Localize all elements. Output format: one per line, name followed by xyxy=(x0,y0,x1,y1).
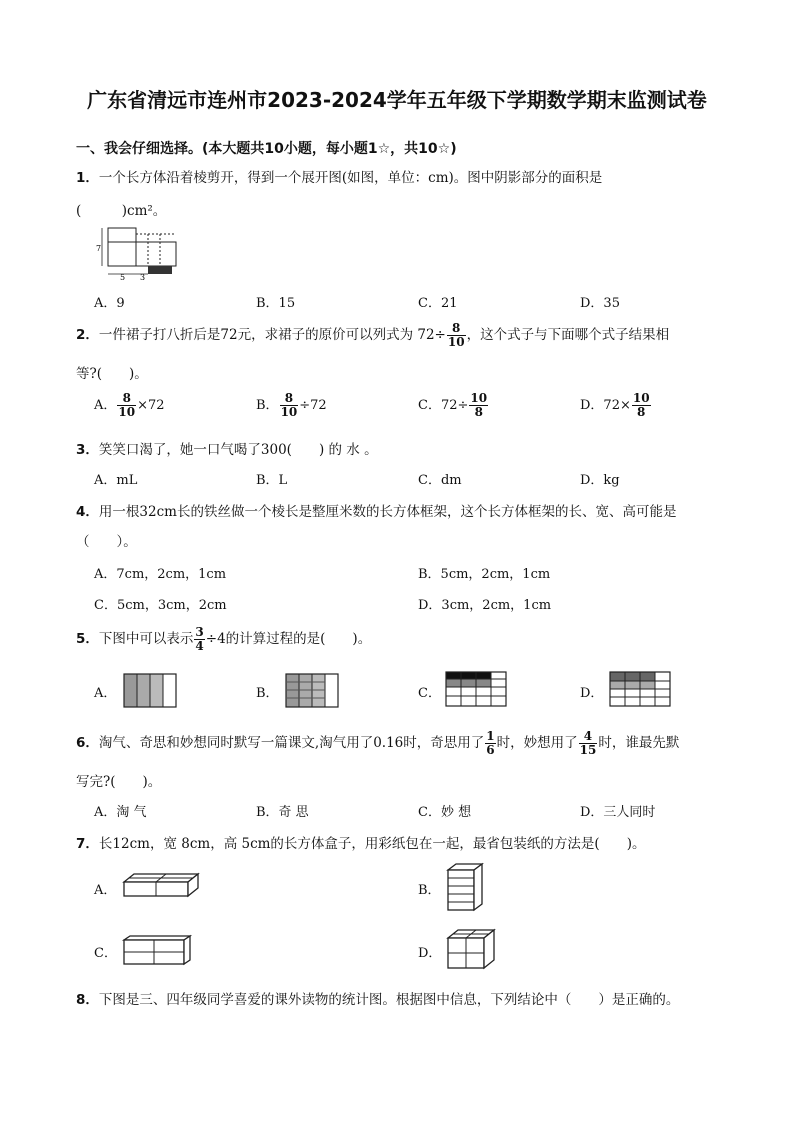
dim-label-3: 3 xyxy=(140,273,146,282)
q5-option-d-figure[interactable] xyxy=(610,672,672,708)
question-text: 下图中可以表示 xyxy=(98,631,194,647)
q2-option-a[interactable]: A． $\frac{8}{10}$ ×72 xyxy=(94,391,165,419)
q3-option-d[interactable]: D．kg xyxy=(580,473,620,488)
q7-option-c-label[interactable]: C． xyxy=(94,946,117,961)
fraction: $\frac{1}{6}$ xyxy=(486,729,495,757)
question-text: 一件裙子打八折后是72元，求裙子的原价可以列式为 72÷ xyxy=(98,327,446,343)
question-6-tail: 写完?( )。 xyxy=(76,774,162,790)
question-number: 2． xyxy=(76,327,99,343)
question-2-tail: 等?( )。 xyxy=(76,366,148,382)
q7-option-d-figure[interactable] xyxy=(446,928,498,972)
question-number: 6． xyxy=(76,735,99,751)
question-4 xyxy=(76,500,676,520)
question-4-tail: （ ）。 xyxy=(76,534,137,550)
q5-option-b-label[interactable]: B． xyxy=(256,686,279,701)
question-1-blank: ( )cm²。 xyxy=(76,203,167,219)
q1-option-b[interactable]: B．15 xyxy=(256,296,296,311)
q5-option-c-label[interactable]: C． xyxy=(418,686,441,701)
fraction: $\frac{8}{10}$ xyxy=(447,321,465,349)
q1-option-c[interactable]: C．21 xyxy=(418,296,458,311)
section-heading: 一、我会仔细选择。(本大题共10小题，每小题1☆，共10☆) xyxy=(76,141,457,157)
question-number: 3． xyxy=(76,442,99,458)
q4-option-a[interactable]: A．7cm，2cm，1cm xyxy=(94,567,227,582)
q7-option-a-figure[interactable] xyxy=(122,872,202,902)
question-text: 长12cm，宽 8cm，高 5cm的长方体盒子，用彩纸包在一起，最省包装纸的方法是( )。 xyxy=(98,836,646,852)
question-5 xyxy=(76,626,371,653)
q2-option-c[interactable]: C．72÷ $\frac{10}{8}$ xyxy=(418,391,488,419)
q1-net-figure xyxy=(96,224,186,280)
question-6 xyxy=(76,730,679,757)
question-text: 一个长方体沿着棱剪开，得到一个展开图(如图，单位：cm)。图中阴影部分的面积是 xyxy=(98,170,603,186)
q2-option-d[interactable]: D．72× $\frac{10}{8}$ xyxy=(580,391,650,419)
question-text: 下图是三、四年级同学喜爱的课外读物的统计图。根据图中信息，下列结论中（ ）是正确的。 xyxy=(98,992,680,1008)
q4-option-c[interactable]: C．5cm，3cm，2cm xyxy=(94,598,227,613)
q4-option-d[interactable]: D．3cm，2cm，1cm xyxy=(418,598,552,613)
question-2 xyxy=(76,322,669,349)
question-number: 5． xyxy=(76,631,99,647)
question-text-cont: 时，谁最先默 xyxy=(598,735,680,751)
question-number: 4． xyxy=(76,504,99,520)
question-text: 淘气、奇思和妙想同时默写一篇课文,淘气用了0.16时，奇思用了 xyxy=(98,735,485,751)
q6-option-b[interactable]: B．奇 思 xyxy=(256,805,309,820)
q7-option-d-label[interactable]: D． xyxy=(418,946,442,961)
page-title: 广东省清远市连州市2023-2024学年五年级下学期数学期末监测试卷 xyxy=(87,88,707,112)
question-text-cont: ÷4的计算过程的是( )。 xyxy=(205,631,372,647)
q7-option-b-figure[interactable] xyxy=(446,862,486,912)
question-text-cont: 时，妙想用了 xyxy=(496,735,578,751)
fraction: $\frac{3}{4}$ xyxy=(195,625,204,653)
question-1 xyxy=(76,166,602,186)
question-8 xyxy=(76,988,679,1008)
q7-option-b-label[interactable]: B． xyxy=(418,883,441,898)
q5-option-a-label[interactable]: A． xyxy=(94,686,117,701)
q7-option-c-figure[interactable] xyxy=(122,934,194,966)
q3-option-c[interactable]: C．dm xyxy=(418,473,462,488)
dim-label-7: 7 xyxy=(96,244,102,253)
question-text: 用一根32cm长的铁丝做一个棱长是整厘米数的长方体框架，这个长方体框架的长、宽、高可能是 xyxy=(98,504,677,520)
question-7 xyxy=(76,832,645,852)
q5-option-a-figure[interactable] xyxy=(124,674,178,708)
q6-option-c[interactable]: C．妙 想 xyxy=(418,805,472,820)
fraction: $\frac{4}{15}$ xyxy=(579,729,597,757)
q7-option-a-label[interactable]: A． xyxy=(94,883,117,898)
q5-option-b-figure[interactable] xyxy=(286,674,340,708)
q6-option-d[interactable]: D．三人同时 xyxy=(580,805,656,820)
q3-option-b[interactable]: B．L xyxy=(256,473,288,488)
q2-option-b[interactable]: B． $\frac{8}{10}$ ÷72 xyxy=(256,391,327,419)
q1-option-d[interactable]: D．35 xyxy=(580,296,620,311)
q3-option-a[interactable]: A．mL xyxy=(94,473,138,488)
question-3 xyxy=(76,438,378,458)
question-text: 笑笑口渴了，她一口气喝了300( ) 的 水 。 xyxy=(98,442,378,458)
question-number: 7． xyxy=(76,836,99,852)
shaded-face xyxy=(148,266,172,274)
q5-option-d-label[interactable]: D． xyxy=(580,686,604,701)
q4-option-b[interactable]: B．5cm，2cm，1cm xyxy=(418,567,551,582)
q5-option-c-figure[interactable] xyxy=(446,672,508,708)
dim-label-5: 5 xyxy=(120,273,126,282)
q1-option-a[interactable]: A．9 xyxy=(94,296,125,311)
q6-option-a[interactable]: A．淘 气 xyxy=(94,805,147,820)
question-number: 8． xyxy=(76,992,99,1008)
question-number: 1． xyxy=(76,170,99,186)
question-text-cont: ，这个式子与下面哪个式子结果相 xyxy=(466,327,670,343)
